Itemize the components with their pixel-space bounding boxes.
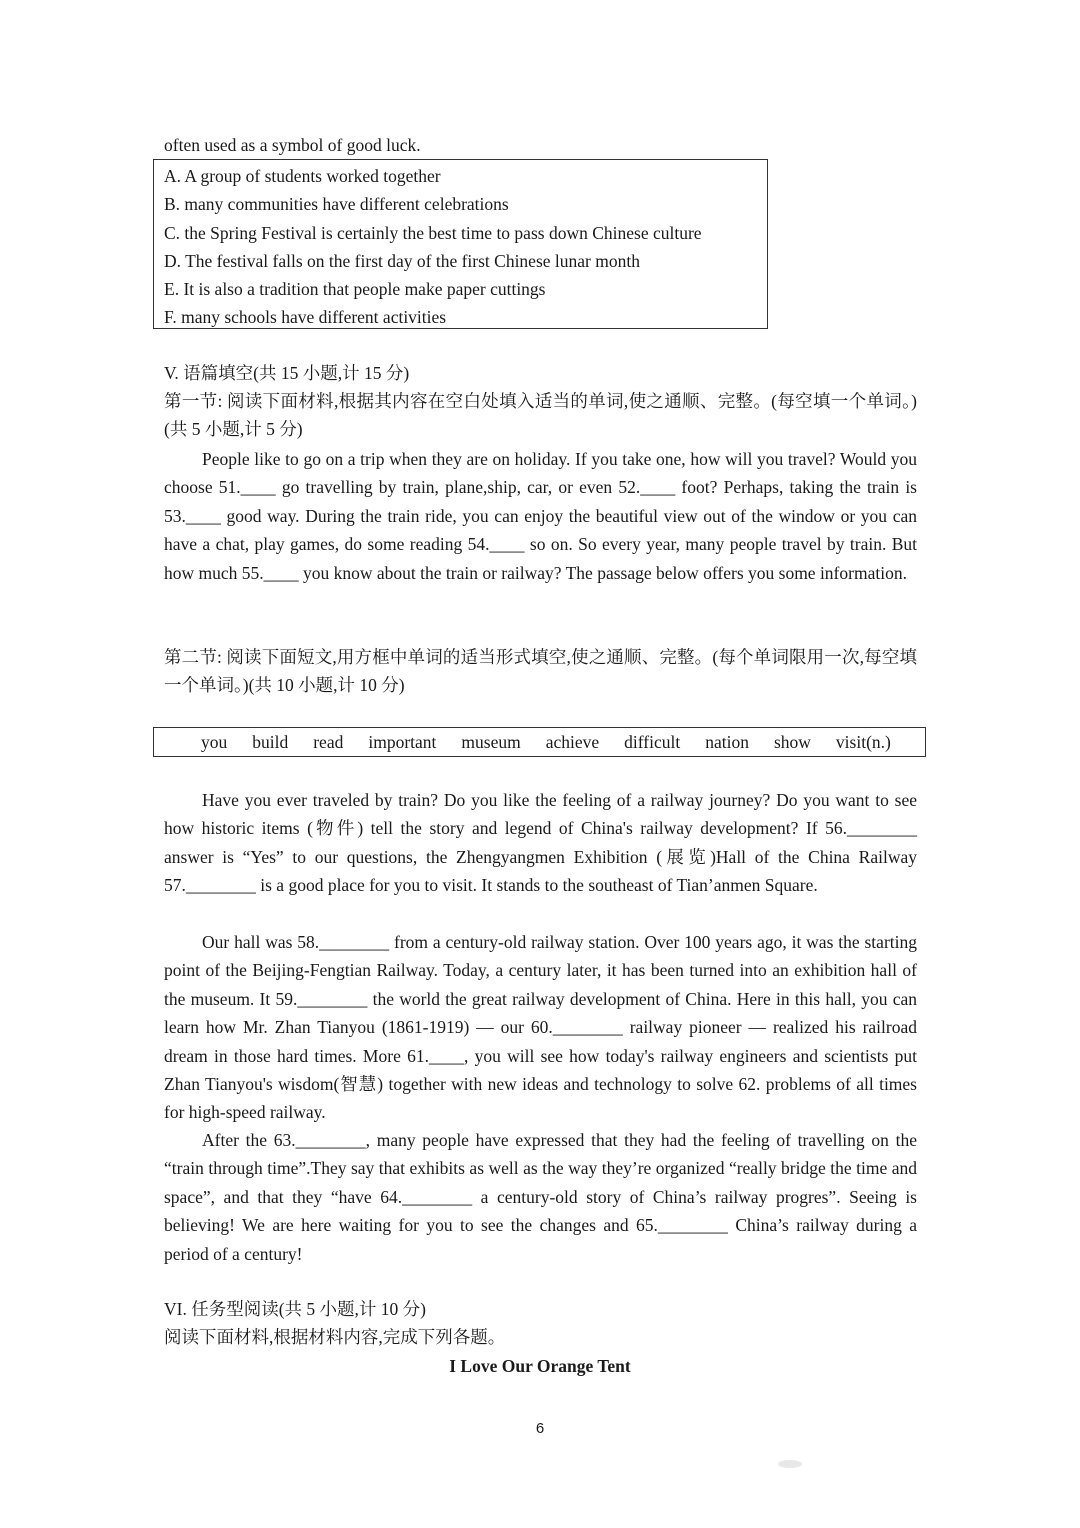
section6-heading: VI. 任务型阅读(共 5 小题,计 10 分) [164,1299,426,1319]
section5-part1-instruction: 第一节: 阅读下面材料,根据其内容在空白处填入适当的单词,使之通顺、完整。(每空填一个单词。)(共 5 小题,计 5 分) [164,391,917,439]
options-box [153,159,768,329]
word-bank-item: achieve [545,731,600,752]
scan-smudge [778,1460,802,1468]
passage-title: I Love Our Orange Tent [449,1356,631,1376]
option-b: B. many communities have different celebrations [164,194,509,215]
part2-paragraph-1: Have you ever traveled by train? Do you like the feeling of a railway journey? Do you want to see how historic items (物件) tell the story and legend of China's railway development? If 56.________ answer is “Yes” to our questions, the Zhengyangmen Exhibition (展览)Hall of the China Railway 57.________ is a good place for you to visit. It stands to the southeast of Tian’anmen Square. [164,790,917,896]
word-bank-item: visit(n.) [835,731,891,752]
word-bank-box [153,727,926,757]
option-f: F. many schools have different activities [164,307,447,328]
word-bank-item: you [201,731,228,752]
word-bank-item: show [773,731,811,752]
intro-tail-text: often used as a symbol of good luck. [164,135,421,155]
section5-part1-passage: People like to go on a trip when they are on holiday. If you take one, how will you travel? Would you choose 51.____ go travelling by train, plane,ship, car, or even 52.____ foot? Perhaps, taking the train is 53.____ good way. During the train ride, you can enjoy the beautiful view out of the window or you can have a chat, play games, do some reading 54.____ so on. So every year, many people travel by train. But how much 55.____ you know about the train or railway? The passage below offers you some information. [164,449,917,583]
page-number: 6 [535,1420,545,1437]
word-bank-item: build [252,731,289,752]
option-a: A. A group of students worked together [164,166,441,186]
section5-heading: V. 语篇填空(共 15 小题,计 15 分) [164,363,410,383]
option-d: D. The festival falls on the first day of the first Chinese lunar month [164,250,640,271]
word-bank-item: museum [461,731,521,752]
section5-part2-instruction: 第二节: 阅读下面短文,用方框中单词的适当形式填空,使之通顺、完整。(每个单词限用一次,每空填一个单词。)(共 10 小题,计 10 分) [164,647,917,695]
word-bank-item: difficult [624,731,681,752]
word-bank-item: nation [705,731,749,752]
part2-paragraph-3: After the 63.________, many people have expressed that they had the feeling of travelling on the “train through time”.They say that exhibits as well as the way they’re organized “really bridge the time and space”, and that they “have 64.________ a century-old story of China’s railway progres”. Seeing is believing! We are here waiting for you to see the changes and 65.________ China’s railway during a period of a century! [164,1130,917,1264]
option-e: E. It is also a tradition that people make paper cuttings [164,279,546,300]
part2-paragraph-2: Our hall was 58.________ from a century-old railway station. Over 100 years ago, it was the starting point of the Beijing-Fengtian Railway. Today, a century later, it has been turned into an exhibition hall of the museum. It 59.________ the world the great railway development of China. Here in this hall, you can learn how Mr. Zhan Tianyou (1861-1919) — our 60.________ railway pioneer — realized his railroad dream in those hard times. More 61.____, you will see how today's railway engineers and scientists put Zhan Tianyou's wisdom(智慧) together with new ideas and technology to solve 62. problems of all times for high-speed railway. [164,932,917,1123]
word-bank-item: read [313,731,344,752]
word-bank-item: important [368,731,437,752]
section6-instruction: 阅读下面材料,根据材料内容,完成下列各题。 [164,1327,506,1347]
option-c: C. the Spring Festival is certainly the best time to pass down Chinese culture [164,222,702,243]
